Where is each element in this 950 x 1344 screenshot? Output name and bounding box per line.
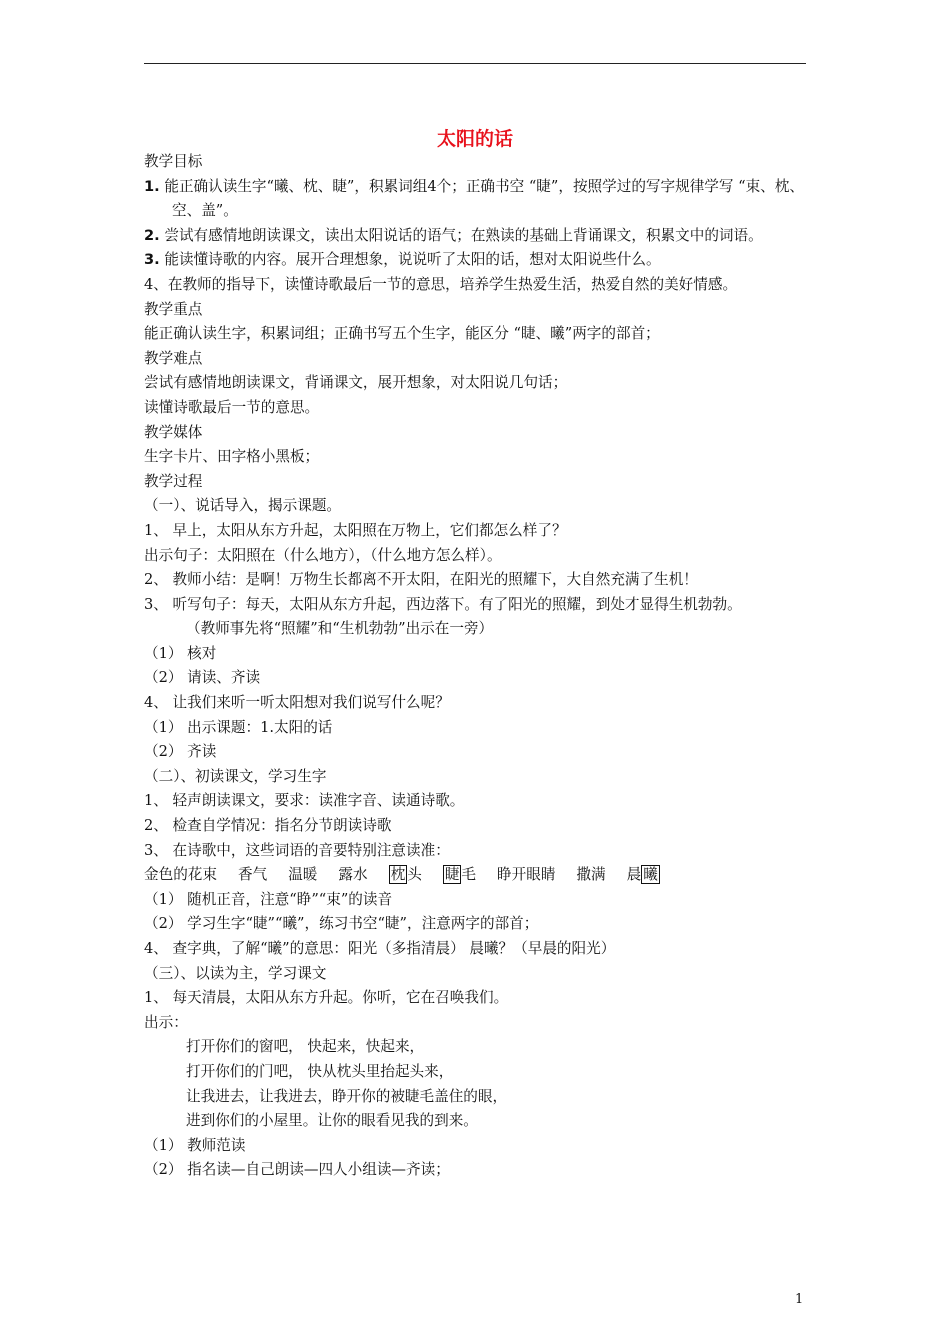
document-title: 太阳的话 [436,128,513,150]
poem-line-4: 进到你们的小屋里。让你的眼看见我的到来。 [186,1112,478,1130]
part2-step-3-sub-1: （1） 随机正音，注意“睁”“束”的读音 [144,890,393,908]
goal-item-2: 2. 尝试有感情地朗读课文，读出太阳说话的语气；在熟读的基础上背诵课文，积累文中的词语。 [144,226,763,244]
part2-step-3-sub-2: （2） 学习生字“睫”“曦”，练习书空“睫”，注意两字的部首； [144,915,539,933]
boxed-character: 枕 [390,866,406,884]
boxed-character: 曦 [643,866,658,884]
part1-heading: （一）、说话导入，揭示课题。 [144,497,342,515]
part1-step-3-note: （教师事先将“照耀”和“生机勃勃”出示在一旁） [186,620,494,638]
part3-step-1-sub-1: （1） 教师范读 [144,1136,246,1154]
part1-step-3-sub-1: （1） 核对 [144,644,217,662]
word-9: 晨 曦 [626,866,658,884]
poem-line-1: 打开你们的窗吧， 快起来，快起来， [186,1038,425,1056]
poem-line-2: 打开你们的门吧， 快从枕头里抬起头来， [186,1062,454,1080]
vocabulary-words [144,863,812,888]
part1-step-4-sub-2: （2） 齐读 [144,743,217,761]
part1-step-1: 1、 早上，太阳从东方升起，太阳照在万物上，它们都怎么样了？ [144,521,567,539]
part3-step-1-sub-2: （2） 指名读—自己朗读—四人小组读—齐读； [144,1161,450,1179]
difficult-line-1: 尝试有感情地朗读课文，背诵课文，展开想象，对太阳说几句话； [144,374,568,392]
part1-step-3-sub-2: （2） 请读、齐读 [144,669,261,687]
part2-step-2: 2、 检查自学情况：指名分节朗读诗歌 [144,817,392,835]
poem-line-3: 让我进去，让我进去，睁开你的被睫毛盖住的眼， [186,1087,508,1105]
section-heading-difficult: 教学难点 [144,349,203,367]
media-text: 生字卡片、田字格小黑板； [144,448,320,466]
header-rule [144,63,806,64]
goal-item-3: 3. 能读懂诗歌的内容。展开合理想象，说说听了太阳的话，想对太阳说些什么。 [144,251,661,269]
part3-step-1: 1、 每天清晨，太阳从东方升起。你听，它在召唤我们。 [144,989,509,1007]
part2-step-4: 4、 查字典，了解“曦”的意思：阳光（多指清晨） 晨曦？（早晨的阳光） [144,940,616,957]
section-heading-goals: 教学目标 [144,153,203,170]
part1-step-2: 2、 教师小结：是啊！万物生长都离不开太阳，在阳光的照耀下，大自然充满了生机！ [144,571,698,589]
word-4: 露水 [338,866,368,884]
section-heading-key: 教学重点 [144,300,203,318]
boxed-character: 睫 [444,866,460,884]
section-heading-media: 教学媒体 [144,423,203,441]
goal-item-4: 4、在教师的指导下，读懂诗歌最后一节的意思，培养学生热爱生活，热爱自然的美好情感。 [144,275,738,293]
word-8: 撒满 [576,866,606,884]
part3-show-label: 出示： [144,1013,188,1031]
part3-heading: （三）、以读为主，学习课文 [144,964,327,982]
word-7: 睁开眼睛 [497,866,556,884]
word-1: 金色的花束 [144,866,217,884]
goal-item-1: 1. 能正确认读生字“曦、枕、睫”，积累词组4个；正确书空 “睫”，按照学过的写字规律学写 “束、枕、空、盖”。 [144,177,804,220]
word-6: 睫 毛 [444,866,477,884]
part1-step-4: 4、 让我们来听一听太阳想对我们说写什么呢？ [144,694,450,712]
document-body [144,150,812,1183]
difficult-line-2: 读懂诗歌最后一节的意思。 [144,398,320,416]
word-5: 枕 头 [390,866,422,884]
part2-step-3: 3、 在诗歌中，这些词语的音要特别注意读准： [144,841,450,859]
word-2: 香气 [237,866,268,884]
part1-step-3: 3、 听写句子：每天，太阳从东方升起，西边落下。有了阳光的照耀，到处才显得生机勃勃。 [144,595,742,613]
part2-step-1: 1、 轻声朗读课文，要求：读准字音、读通诗歌。 [144,792,465,810]
section-heading-process: 教学过程 [144,472,203,490]
key-points-text: 能正确认读生字，积累词组；正确书写五个生字，能区分 “睫、曦”两字的部首； [144,325,660,343]
page-number: 1 [795,1292,804,1307]
part2-heading: （二）、初读课文，学习生字 [144,767,327,785]
part1-step-1-sentence: 出示句子：太阳照在（什么地方），（什么地方怎么样）。 [144,546,502,564]
part1-step-4-sub-1: （1） 出示课题：1.太阳的话 [144,718,333,736]
word-3: 温暖 [288,866,318,884]
